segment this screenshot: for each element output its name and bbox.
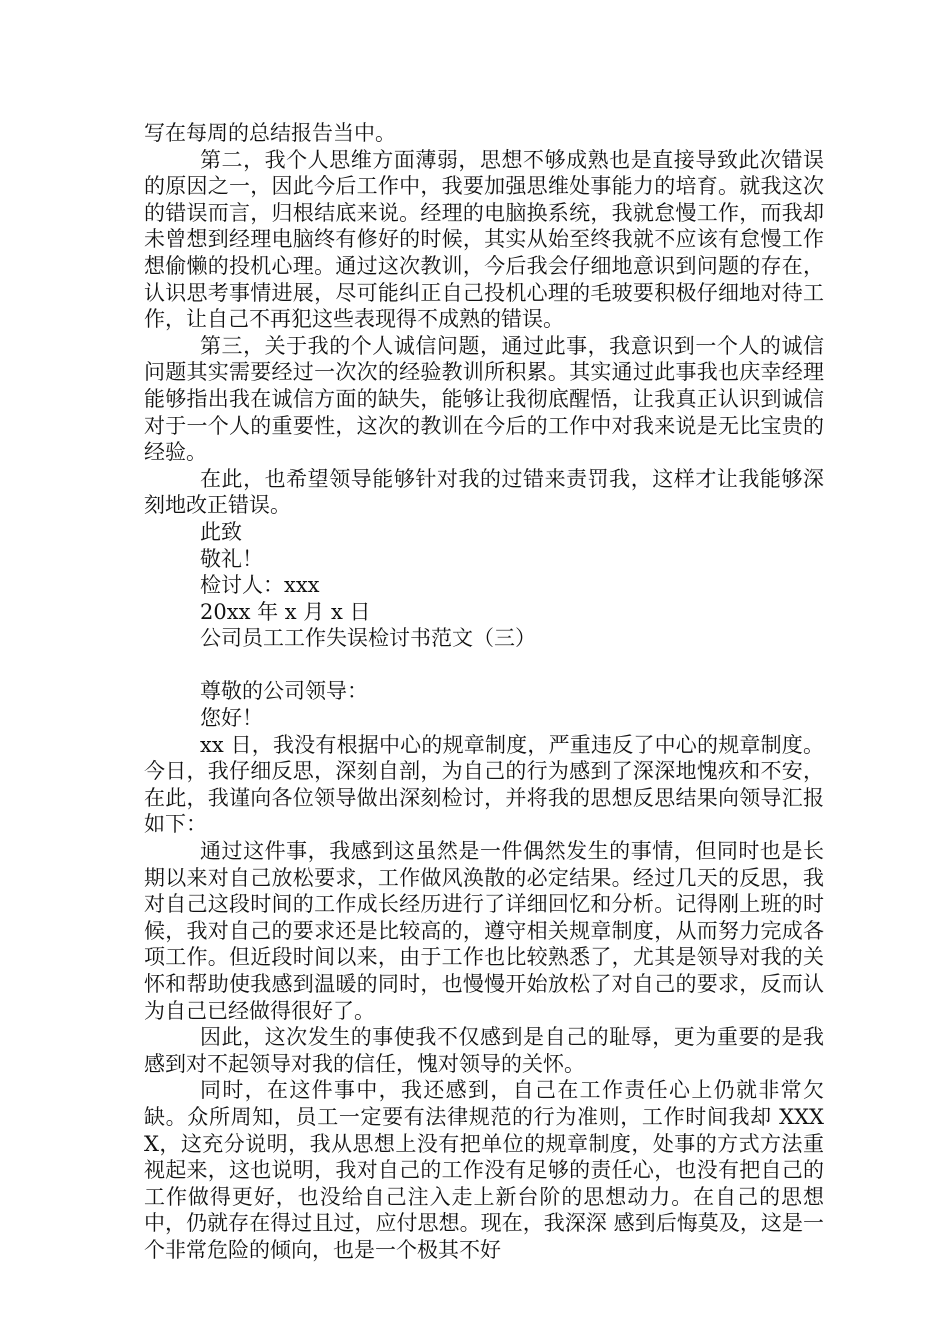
paragraph-third-point: 第三，关于我的个人诚信问题，通过此事，我意识到一个人的诚信问题其实需要经过一次次的经验教训所积累。其实通过此事我也庆幸经理能够指出我在诚信方面的缺失，能够让我彻底醒悟，让我真正认识到诚信对于一个人的重要性，这次的教训在今后的工作中对我来说是无比宝贵的经验。	[144, 333, 824, 465]
paragraph-violation: xx 日，我没有根据中心的规章制度，严重违反了中心的规章制度。今日，我仔细反思，深刻自剖，为自己的行为感到了深深地愧疚和不安，在此，我谨向各位领导做出深刻检讨，并将我的思想反思结果向领导汇报如下：	[144, 732, 824, 837]
greeting-hello: 您好！	[200, 706, 263, 731]
paragraph-responsibility: 同时，在这件事中，我还感到，自己在工作责任心上仍就非常欠缺。众所周知，员工一定要有法律规范的行为准则，工作时间我却 XXXX，这充分说明，我从思想上没有把单位的规章制度，处事的方式方法重视起来，这也说明，我对自己的工作没有足够的责任心，也没有把自己的工作做得更好，也没给自己注入走上新台阶的思想动力。在自己的思想中，仍就存在得过且过，应付思想。现在，我深深 感到后悔莫及，这是一个非常危险的倾向，也是一个极其不好	[144, 1078, 824, 1262]
paragraph-request-punishment: 在此，也希望领导能够针对我的过错来责罚我，这样才让我能够深刻地改正错误。	[144, 466, 824, 518]
paragraph-reflection: 通过这件事，我感到这虽然是一件偶然发生的事情，但同时也是长期以来对自己放松要求，工作做风涣散的必定结果。经过几天的反思，我对自己这段时间的工作成长经历进行了详细回忆和分析。记得刚上班的时候，我对自己的要求还是比较高的，遵守相关规章制度，从而努力完成各项工作。但近段时间以来，由于工作也比较熟悉了，尤其是领导对我的关怀和帮助使我感到温暖的同时，也慢慢开始放松了对自己的要求，反而认为自己已经做得很好了。	[144, 839, 824, 1023]
date-line: 20xx 年 x 月 x 日	[200, 599, 371, 624]
blank-line	[144, 652, 824, 679]
document-body	[144, 120, 824, 1264]
paragraph-shame: 因此，这次发生的事使我不仅感到是自己的耻辱，更为重要的是我感到对不起领导对我的信任，愧对领导的关怀。	[144, 1025, 824, 1076]
signature-line: 检讨人：xxx	[200, 573, 320, 598]
closing-salutation: 此致	[200, 519, 242, 544]
section-title: 公司员工工作失误检讨书范文（三）	[200, 626, 536, 651]
paragraph-second-point: 第二，我个人思维方面薄弱，思想不够成熟也是直接导致此次错误的原因之一，因此今后工作中，我要加强思维处事能力的培育。就我这次的错误而言，归根结底来说。经理的电脑换系统，我就怠慢工作，而我却未曾想到经理电脑终有修好的时候，其实从始至终我就不应该有怠慢工作想偷懒的投机心理。通过这次教训，今后我会仔细地意识到问题的存在，认识思考事情进展，尽可能纠正自己投机心理的毛玻要积极仔细地对待工作，让自己不再犯这些表现得不成熟的错误。	[144, 147, 824, 332]
greeting-recipient: 尊敬的公司领导：	[200, 679, 368, 704]
paragraph-summary-end: 写在每周的总结报告当中。	[144, 121, 396, 145]
closing-respect: 敬礼！	[200, 546, 263, 571]
